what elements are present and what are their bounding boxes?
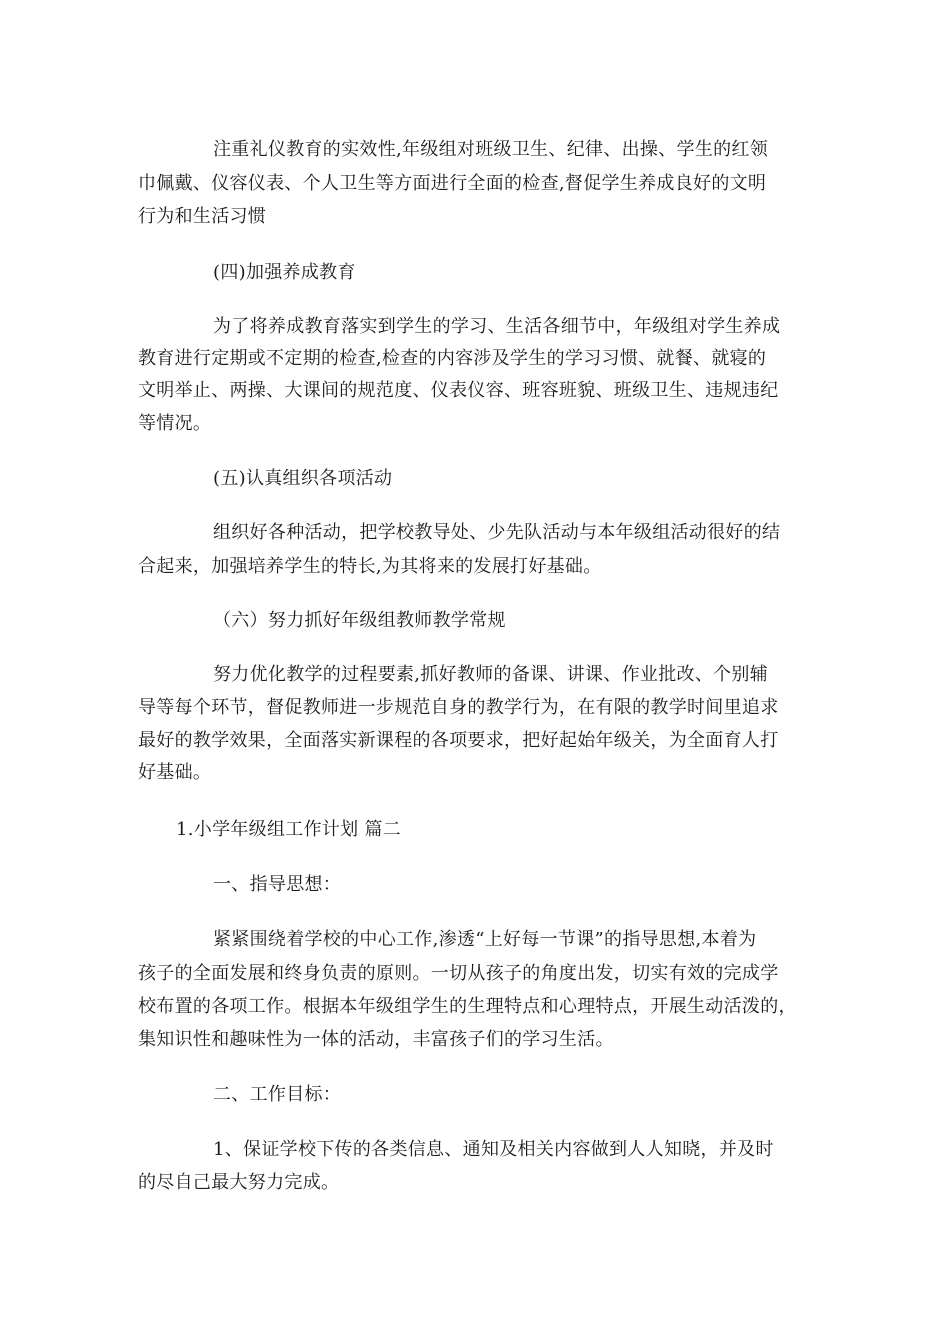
paragraph-line: 行为和生活习惯 <box>138 206 267 227</box>
paragraph-line: 巾佩戴、仪容仪表、个人卫生等方面进行全面的检查,督促学生养成良好的文明 <box>138 173 767 194</box>
paragraph-line: 孩子的全面发展和终身负责的原则。一切从孩子的角度出发，切实有效的完成学 <box>138 963 779 984</box>
paragraph-line: 为了将养成教育落实到学生的学习、生活各细节中，年级组对学生养成 <box>213 316 781 337</box>
paragraph-line: 集知识性和趣味性为一体的活动，丰富孩子们的学习生活。 <box>138 1029 614 1050</box>
paragraph-line: 合起来，加强培养学生的特长,为其将来的发展打好基础。 <box>138 556 602 577</box>
paragraph-line: 的尽自己最大努力完成。 <box>138 1172 340 1193</box>
section-heading: (四)加强养成教育 <box>213 262 356 283</box>
paragraph-line: 教育进行定期或不定期的检查,检查的内容涉及学生的学习习惯、就餐、就寝的 <box>138 348 767 369</box>
section-heading: (五)认真组织各项活动 <box>213 468 393 489</box>
paragraph-line: 校布置的各项工作。根据本年级组学生的生理特点和心理特点，开展生动活泼的， <box>138 996 797 1017</box>
paragraph-line: 导等每个环节，督促教师进一步规范自身的教学行为，在有限的教学时间里追求 <box>138 697 779 718</box>
paragraph-line: 最好的教学效果，全面落实新课程的各项要求，把好起始年级关，为全面育人打 <box>138 730 779 751</box>
paragraph-line: 1、保证学校下传的各类信息、通知及相关内容做到人人知晓，并及时 <box>213 1139 774 1160</box>
section-heading: 二、工作目标： <box>213 1084 342 1105</box>
paragraph-line: 注重礼仪教育的实效性,年级组对班级卫生、纪律、出操、学生的红领 <box>213 139 769 160</box>
paragraph-line: 紧紧围绕着学校的中心工作,渗透“上好每一节课”的指导思想,本着为 <box>213 929 757 950</box>
paragraph-line: 好基础。 <box>138 762 212 783</box>
section-title: 1.小学年级组工作计划 篇二 <box>176 819 402 840</box>
paragraph-line: 文明举止、两操、大课间的规范度、仪表仪容、班容班貌、班级卫生、违规违纪 <box>138 380 779 401</box>
paragraph-line: 努力优化教学的过程要素,抓好教师的备课、讲课、作业批改、个别辅 <box>213 664 769 685</box>
paragraph-line: 组织好各种活动，把学校教导处、少先队活动与本年级组活动很好的结 <box>213 522 781 543</box>
section-heading: （六）努力抓好年级组教师教学常规 <box>213 610 506 631</box>
section-heading: 一、指导思想： <box>213 874 342 895</box>
paragraph-line: 等情况。 <box>138 413 212 434</box>
